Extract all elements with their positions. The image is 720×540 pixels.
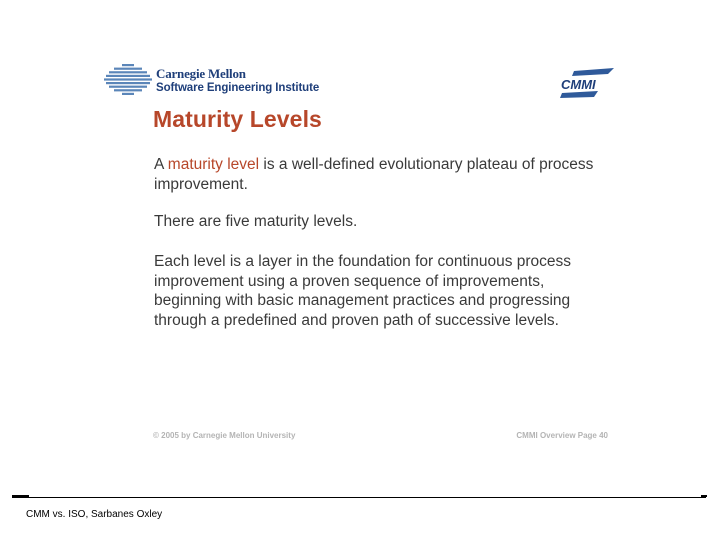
slide-title: Maturity Levels [153, 106, 322, 132]
slide-page-reference: CMMI Overview Page 40 [516, 431, 608, 440]
footer-text: CMM vs. ISO, Sarbanes Oxley [26, 509, 163, 520]
sei-logo-line1: Carnegie Mellon [156, 66, 246, 81]
levels-count-paragraph: There are five maturity levels. [154, 213, 358, 230]
definition-paragraph [154, 155, 594, 194]
sei-logo-icon [104, 64, 152, 96]
cmmi-logo-icon [558, 66, 616, 100]
sei-logo-text [156, 67, 319, 95]
footer-divider-left-tick [12, 495, 29, 497]
definition-suffix: is a well-defined evolutionary plateau of process improvement. [154, 156, 594, 193]
cmmi-logo-text: CMMI [561, 77, 596, 92]
sei-logo-line2: Software Engineering Institute [156, 82, 320, 94]
footer-divider [12, 497, 706, 498]
foundation-paragraph: Each level is a layer in the foundation for continuous process improvement using a proven sequence of improvements, beginning with basic management practices and progressing through a predefined and proven path of successive levels. [154, 253, 572, 329]
footer-divider-right-tick [701, 495, 707, 497]
slide-copyright: © 2005 by Carnegie Mellon University [153, 431, 296, 440]
highlighted-term: maturity level [167, 156, 260, 173]
definition-prefix: A [154, 156, 168, 173]
